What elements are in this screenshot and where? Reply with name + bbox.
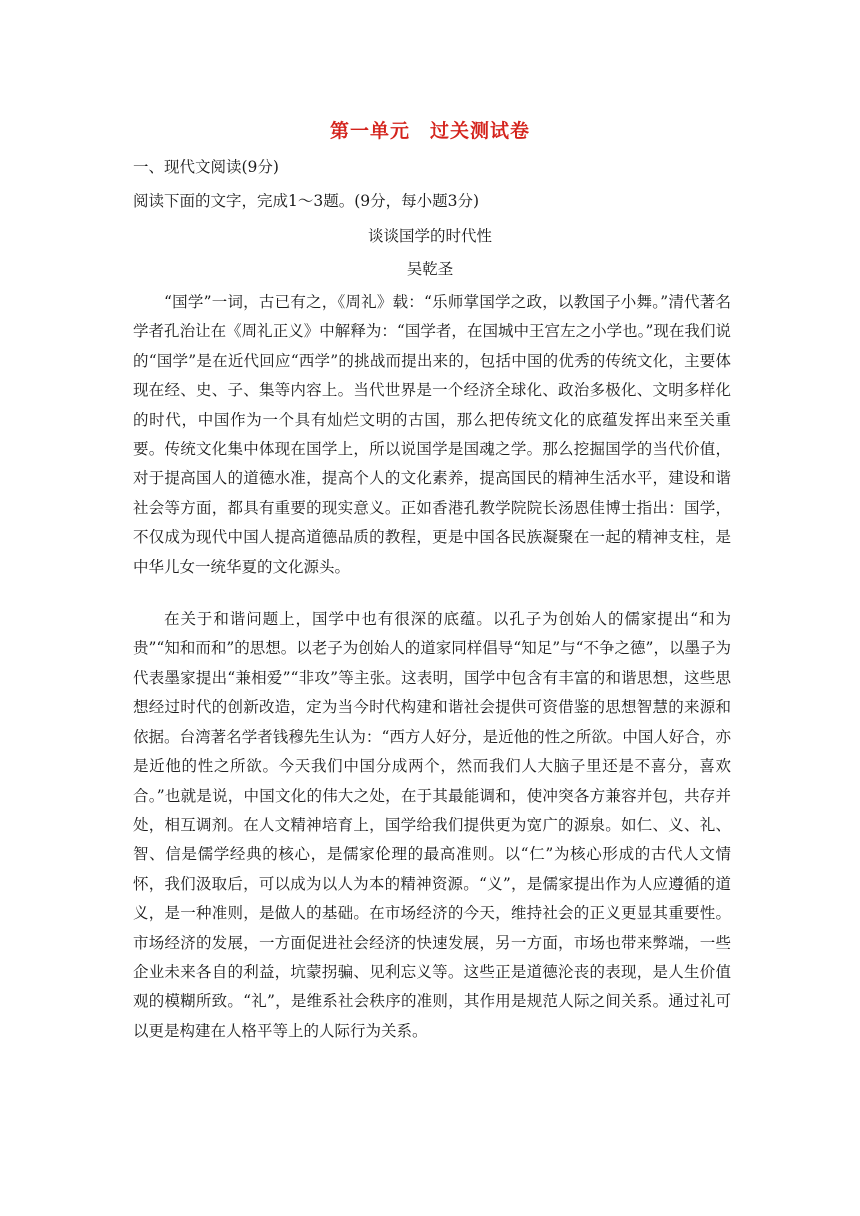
article-paragraph-1: “国学”一词，古已有之，《周礼》载：“乐师掌国学之政，以教国子小舞。”清代著名学者孔治让在《周礼正义》中解释为：“国学者，在国城中王宫左之小学也。”现在我们说的“国学”是在近代回应“西学”的挑战而提出来的，包括中国的优秀的传统文化，主要体现在经、史、子、集等内容上。当代世界是一个经济全球化、政治多极化、文明多样化的时代，中国作为一个具有灿烂文明的古国，那么把传统文化的底蕴发挥出来至关重要。传统文化集中体现在国学上，所以说国学是国魂之学。那么挖掘国学的当代价值，对于提高国人的道德水准，提高个人的文化素养，提高国民的精神生活水平，建设和谐社会等方面，都具有重要的现实意义。正如香港孔教学院院长汤恩佳博士指出：国学，不仅成为现代中国人提高道德品质的教程，更是中国各民族凝聚在一起的精神支柱，是中华儿女一统华夏的文化源头。 [133, 293, 731, 576]
article-title: 谈谈国学的时代性 [367, 227, 492, 245]
article-author: 吴乾圣 [406, 260, 454, 278]
section-heading: 一、现代文阅读(9分) [133, 158, 279, 176]
article-body [133, 288, 731, 1069]
question-instruction: 阅读下面的文字，完成1～3题。(9分，每小题3分) [133, 192, 480, 210]
article-paragraph-2: 在关于和谐问题上，国学中也有很深的底蕴。以孔子为创始人的儒家提出“和为贵”“知和而和”的思想。以老子为创始人的道家同样倡导“知足”与“不争之德”，以墨子为代表墨家提出“兼相爱”“非攻”等主张。这表明，国学中包含有丰富的和谐思想，这些思想经过时代的创新改造，定为当今时代构建和谐社会提供可资借鉴的思想智慧的来源和依据。台湾著名学者钱穆先生认为：“西方人好分，是近他的性之所欲。中国人好合，亦是近他的性之所欲。今天我们中国分成两个，然而我们人大脑子里还是不喜分，喜欢合。”也就是说，中国文化的伟大之处，在于其最能调和，使冲突各方兼容并包，共存并处，相互调剂。在人文精神培育上，国学给我们提供更为宽广的源泉。如仁、义、礼、智、信是儒学经典的核心，是儒家伦理的最高准则。以“仁”为核心形成的古代人文情怀，我们汲取后，可以成为以人为本的精神资源。“义”，是儒家提出作为人应遵循的道义，是一种准则，是做人的基础。在市场经济的今天，维持社会的正义更显其重要性。市场经济的发展，一方面促进社会经济的快速发展，另一方面，市场也带来弊端，一些企业未来各自的利益，坑蒙拐骗、见利忘义等。这些正是道德沦丧的表现，是人生价值观的模糊所致。“礼”，是维系社会秩序的准则，其作用是规范人际之间关系。通过礼可以更是构建在人格平等上的人际行为关系。 [133, 610, 731, 1040]
document-title: 第一单元 过关测试卷 [329, 120, 530, 142]
